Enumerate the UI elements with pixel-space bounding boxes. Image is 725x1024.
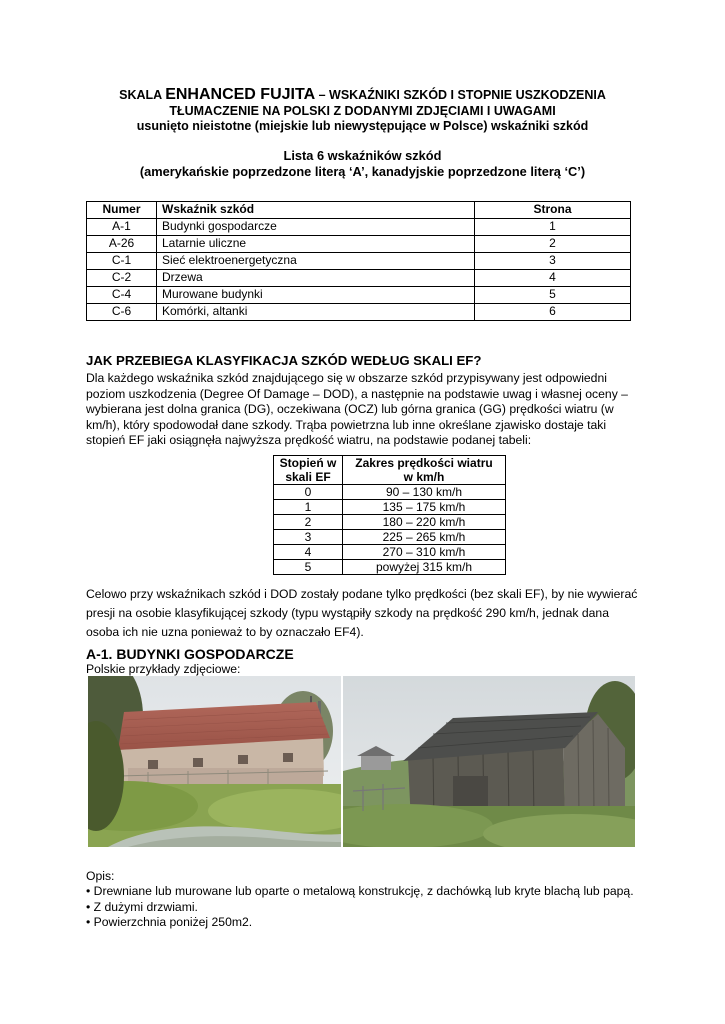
cell-page: 5 [475,287,631,304]
ef-speed: 90 – 130 km/h [343,485,506,500]
cell-indicator: Drzewa [157,270,475,287]
cell-number: C-6 [87,304,157,321]
photo-wooden-barn [343,676,635,847]
ef-degree: 1 [274,500,343,515]
table-row [87,236,631,253]
table-row [274,515,506,530]
table-row [87,219,631,236]
cell-page: 1 [475,219,631,236]
document-header [86,86,639,180]
list-item: • Z dużymi drzwiami. [86,899,198,914]
note-paragraph [86,585,642,642]
cell-indicator: Budynki gospodarcze [157,219,475,236]
list-title: Lista 6 wskaźników szkód [283,148,442,163]
ef-speed: 135 – 175 km/h [343,500,506,515]
cell-page: 3 [475,253,631,270]
cell-number: A-26 [87,236,157,253]
table-row [274,530,506,545]
section-heading-a1: A-1. BUDYNKI GOSPODARCZE [86,646,294,662]
description-label: Opis: [86,869,115,883]
description-list [86,884,634,931]
header-line-1: SKALA ENHANCED FUJITA – WSKAŹNIKI SZKÓD I STOPNIE USZKODZENIA [119,86,606,103]
table-row [274,500,506,515]
photo-brick-farm-building [88,676,341,847]
paragraph-line: Celowo przy wskaźnikach szkód i DOD zostały podane tylko prędkości (bez skali EF), by nie wywierać [86,587,638,601]
table-row [87,270,631,287]
table-row [87,287,631,304]
ef-degree: 2 [274,515,343,530]
ef-scale-table [273,455,506,575]
header-line-3: usunięto nieistotne (miejskie lub niewystępujące w Polsce) wskaźniki szkód [136,119,589,133]
cell-indicator: Komórki, altanki [157,304,475,321]
ef-col-header-speed: Zakres prędkości wiatru w km/h [343,456,506,485]
list-subtitle: (amerykańskie poprzedzone literą ‘A’, kanadyjskie poprzedzone literą ‘C’) [139,164,586,179]
section-heading-classification: JAK PRZEBIEGA KLASYFIKACJA SZKÓD WEDŁUG SKALI EF? [86,353,482,368]
photo-examples-label: Polskie przykłady zdjęciowe: [86,662,241,676]
col-header-page: Strona [475,202,631,219]
ef-degree: 5 [274,560,343,575]
ef-speed: 180 – 220 km/h [343,515,506,530]
col-header-indicator: Wskaźnik szkód [157,202,475,219]
table-row [274,560,506,575]
cell-number: C-4 [87,287,157,304]
ef-col-header-degree: Stopień w skali EF [274,456,343,485]
cell-indicator: Sieć elektroenergetyczna [157,253,475,270]
table-row [87,304,631,321]
ef-speed: powyżej 315 km/h [343,560,506,575]
list-item: • Drewniane lub murowane lub oparte o metalową konstrukcję, z dachówką lub kryte blachą lub papą. [86,884,634,898]
ef-speed: 270 – 310 km/h [343,545,506,560]
ef-degree: 0 [274,485,343,500]
list-item: • Powierzchnia poniżej 250m2. [86,915,253,929]
classification-paragraph [86,371,642,449]
table-row [274,485,506,500]
col-header-number: Numer [87,202,157,219]
cell-indicator: Murowane budynki [157,287,475,304]
ef-degree: 4 [274,545,343,560]
ef-table-header [274,456,506,485]
cell-number: A-1 [87,219,157,236]
paragraph-line: stopień EF jaki osiągnęła najwyższa prędkość wiatru, na podstawie podanej tabeli: [86,433,532,447]
cell-indicator: Latarnie uliczne [157,236,475,253]
paragraph-line: osoba ich nie uzna ponieważ to by oznaczało EF4). [86,625,364,639]
cell-page: 4 [475,270,631,287]
cell-number: C-2 [87,270,157,287]
ef-degree: 3 [274,530,343,545]
paragraph-line: presji na osobie klasyfikującej szkody (typu wystąpiły szkody na prędkość 290 km/h, jednak dana [86,606,609,620]
paragraph-line: km/h), który spodowodał dane szkody. Trąba powietrzna lub inne określane zjawisko dostaje taki [86,417,607,432]
paragraph-line: Dla każdego wskaźnika szkód znajdującego się w obszarze szkód przypisywany jest odpowiedni [86,371,607,385]
cell-number: C-1 [87,253,157,270]
paragraph-line: wybierana jest dolna granica (DG), oczekiwana (OCZ) lub górna granica (GG) prędkości wiatru (w [86,402,614,416]
paragraph-line: poziom uszkodzenia (Degree Of Damage – DOD), a następnie na podstawie uwag i własnej oceny – [86,386,628,401]
indicator-table [86,201,631,321]
table-row [274,545,506,560]
indicator-table-header [87,202,631,219]
cell-page: 2 [475,236,631,253]
table-row [87,253,631,270]
cell-page: 6 [475,304,631,321]
header-line-2: TŁUMACZENIE NA POLSKI Z DODANYMI ZDJĘCIAMI I UWAGAMI [169,104,556,118]
ef-speed: 225 – 265 km/h [343,530,506,545]
